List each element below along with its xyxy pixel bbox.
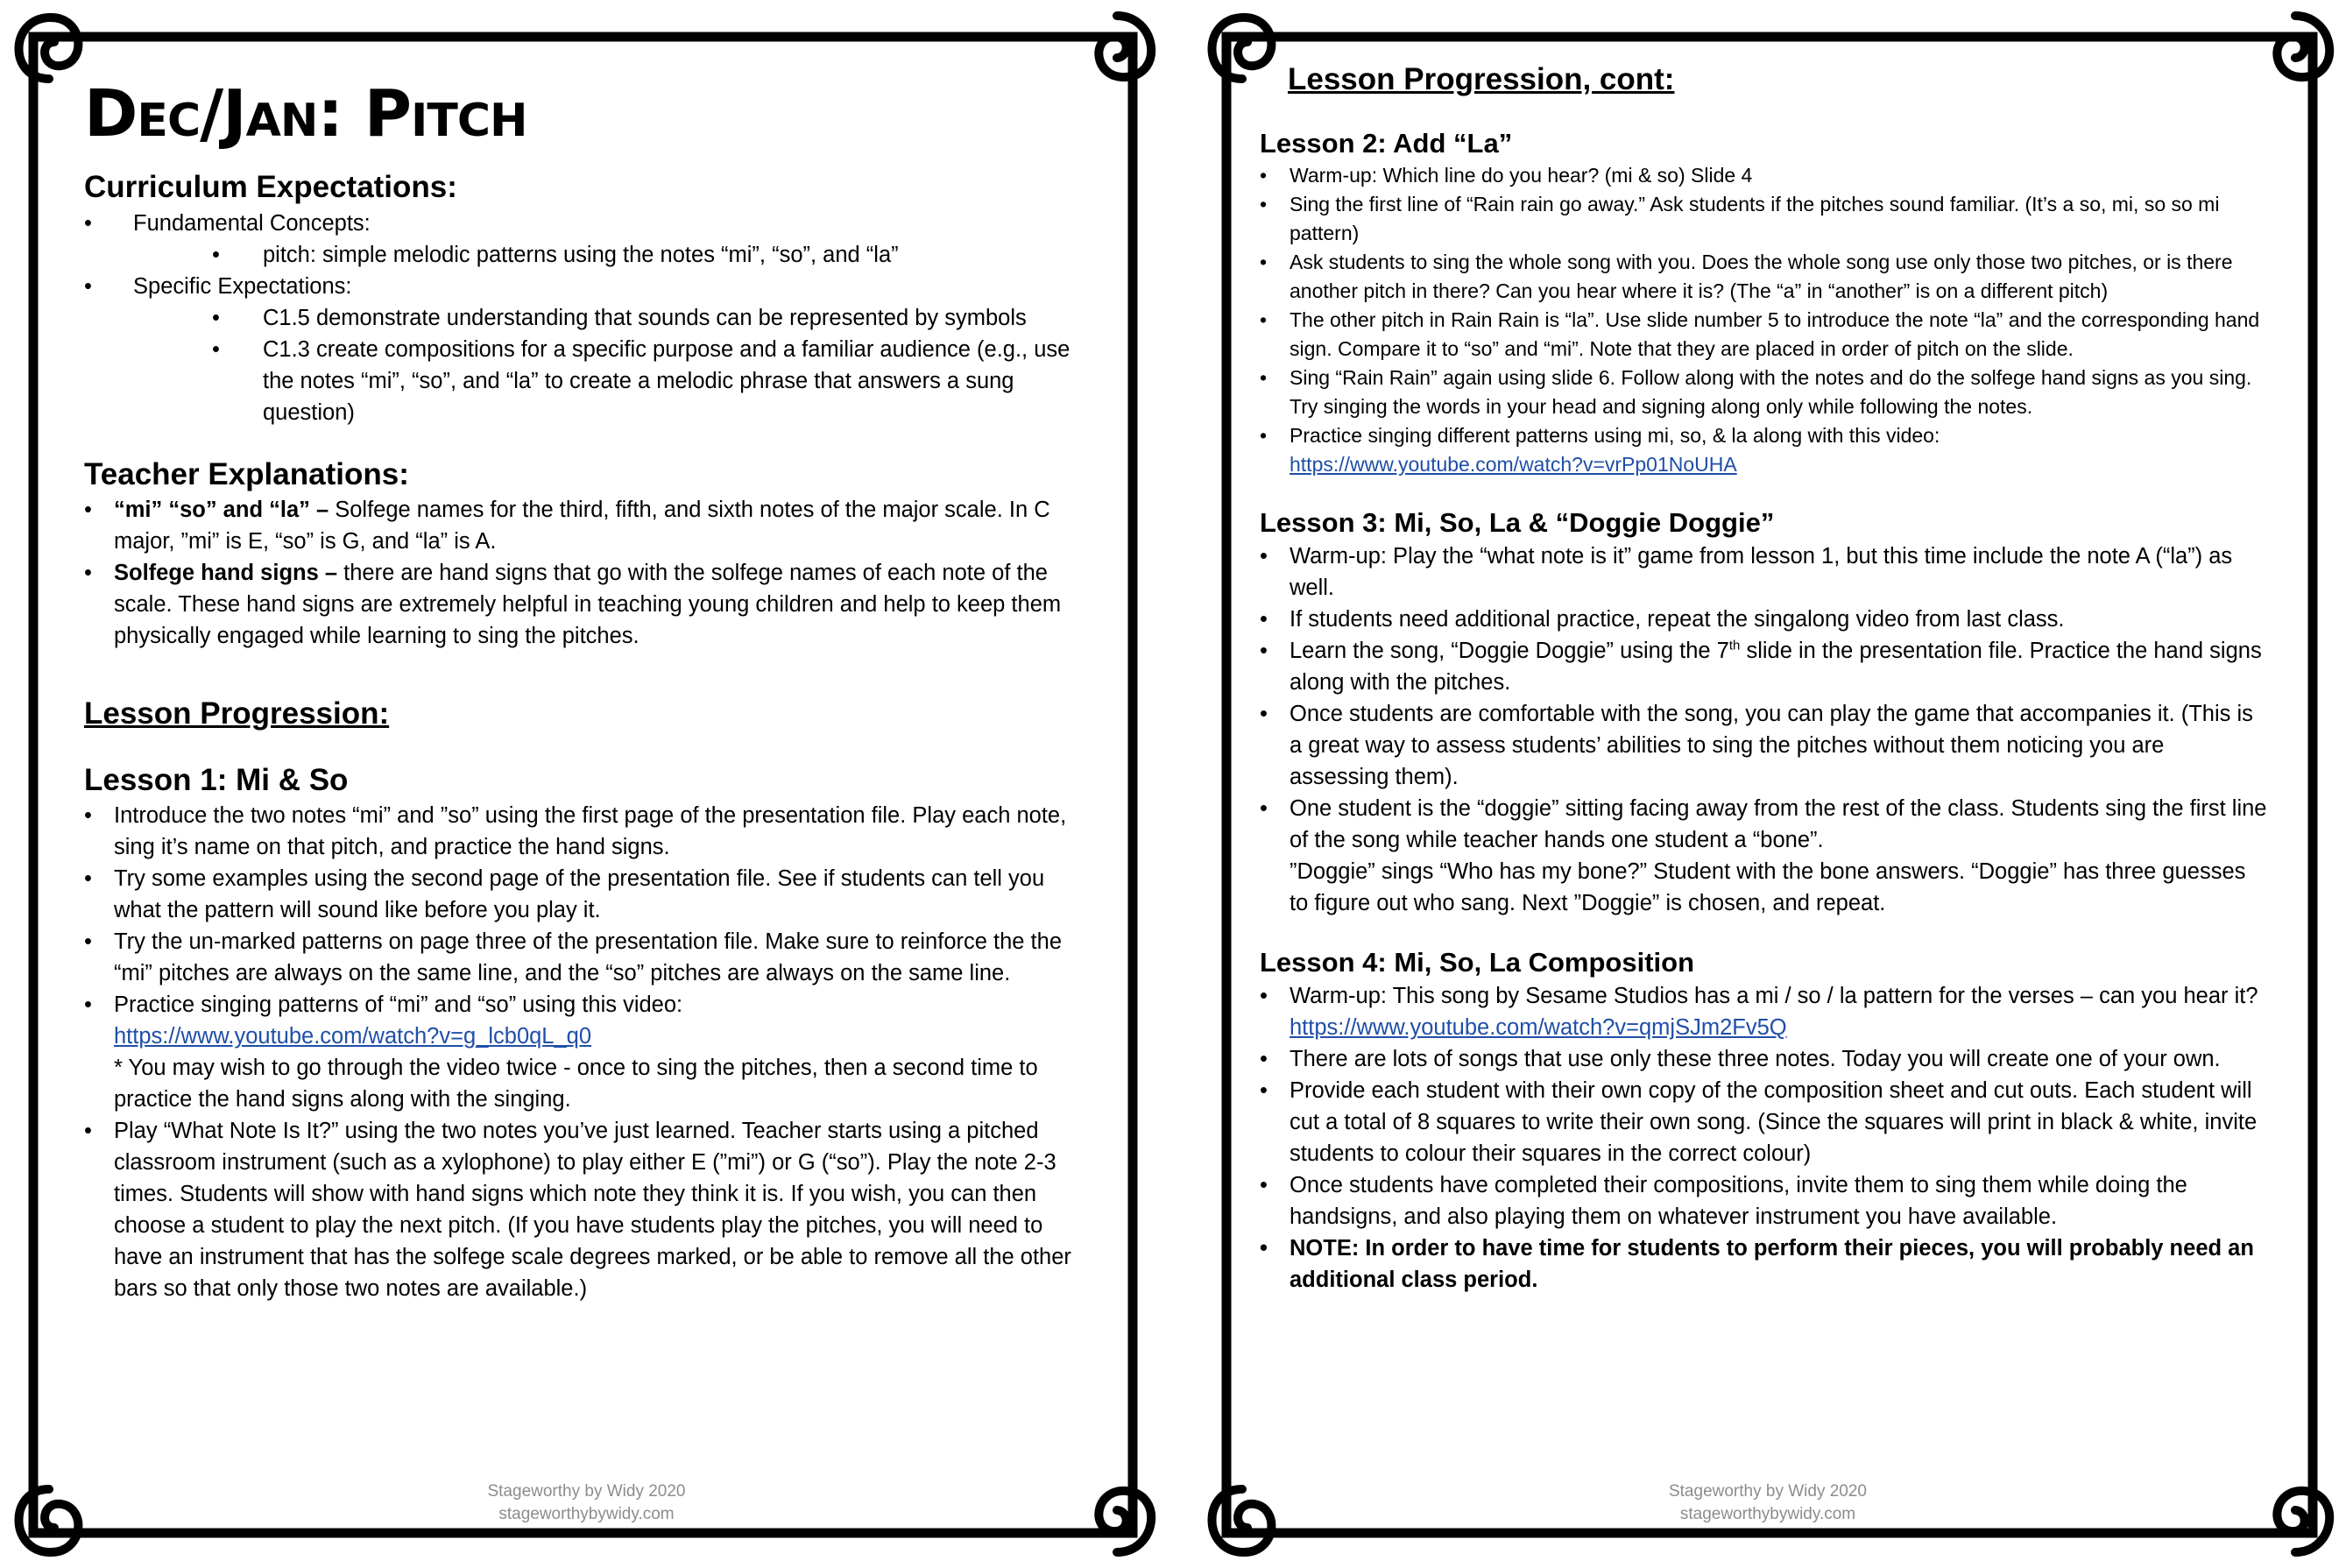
- list-item: • Practice singing patterns of “mi” and “so” using this video: https://www.youtube.com/watch?v=g_lcb0qL_q0 * You may wish to go through the video twice - once to sing the pitches, then a second time to practice the hand signs along with the singing.: [84, 989, 1092, 1115]
- list-item: • Warm-up: Play the “what note is it” game from lesson 1, but this time include the note A (“la”) as well.: [1260, 540, 2267, 604]
- right-content: [1260, 60, 2267, 1296]
- lesson-progression-cont-heading: Lesson Progression, cont:: [1288, 62, 1675, 96]
- footer-credit: Stageworthy by Widy 2020: [1668, 1482, 1867, 1501]
- fundamental-label: Fundamental Concepts:: [133, 210, 371, 236]
- lesson-1-heading: Lesson 1: Mi & So: [84, 762, 349, 797]
- lesson-1-list: [84, 800, 1092, 1304]
- list-item: • Once students have completed their compositions, invite them to sing them while doing the handsigns, and also playing them on whatever instrument you have available.: [1260, 1169, 2267, 1233]
- list-item: • One student is the “doggie” sitting facing away from the rest of the class. Students sing the first line of the song while teacher hands one student a “bone”. ”Doggie” sings “Who has my bone?” Student with the bone answers. “Doggie” has three guesses to figure out who sang. Next ”Doggie” is chosen, and repeat.: [1260, 793, 2267, 919]
- list-item: • Ask students to sing the whole song with you. Does the whole song use only those two pitches, or is there another pitch in there? Can you hear where it is? (The “a” in “another” is on a different pitch): [1260, 248, 2267, 306]
- list-item: • Learn the song, “Doggie Doggie” using the 7th slide in the presentation file. Practice the hand signs along with the pitches.: [1260, 635, 2267, 698]
- lesson-4-list: [1260, 980, 2267, 1296]
- list-item: • C1.5 demonstrate understanding that sounds can be represented by symbols: [212, 302, 1092, 334]
- left-content: [84, 76, 1092, 1304]
- list-item: • Play “What Note Is It?” using the two notes you’ve just learned. Teacher starts using a pitched classroom instrument (such as a xylophone) to play either E (”mi”) or G (“so”). Play the note 2-3 times. Students will show with hand signs which note they think it is. If you wish, you can then choose a student to play the next pitch. (If you have students play the pitches, you will need to have an instrument that has the solfege scale degrees marked, or be able to remove all the other bars so that only those two notes are available.): [84, 1115, 1092, 1304]
- list-item: • Try some examples using the second page of the presentation file. See if students can tell you what the pattern will sound like before you play it.: [84, 863, 1092, 926]
- list-item: • There are lots of songs that use only these three notes. Today you will create one of your own.: [1260, 1043, 2267, 1075]
- footer-credit: Stageworthy by Widy 2020: [487, 1482, 686, 1501]
- lesson-3-section: [1260, 505, 2267, 919]
- video-link-3[interactable]: https://www.youtube.com/watch?v=qmjSJm2Fv5Q: [1290, 1015, 1787, 1041]
- footer: [1190, 1480, 2346, 1526]
- footer-website: stageworthybywidy.com: [1679, 1505, 1856, 1523]
- list-item: • Practice singing different patterns using mi, so, & la along with this video: https://www.youtube.com/watch?v=vrPp01NoUHA: [1260, 421, 2267, 479]
- list-item: • NOTE: In order to have time for students to perform their pieces, you will probably need an additional class period.: [1260, 1233, 2267, 1296]
- lesson-2-heading: Lesson 2: Add “La”: [1260, 127, 1513, 159]
- footer: [0, 1480, 1173, 1526]
- list-item: • “mi” “so” and “la” – Solfege names for the third, fifth, and sixth notes of the major scale. In C major, ”mi” is E, “so” is G, and “la” is A.: [84, 494, 1092, 557]
- list-item: • Sing the first line of “Rain rain go away.” Ask students if the pitches sound familiar. (It’s a so, mi, so so mi pattern): [1260, 190, 2267, 248]
- page-right: [1190, 0, 2346, 1568]
- curriculum-list: [84, 208, 1092, 428]
- lesson-3-list: [1260, 540, 2267, 919]
- lesson-4-section: [1260, 945, 2267, 1296]
- list-item: • Provide each student with their own copy of the composition sheet and cut outs. Each student will cut a total of 8 squares to write their own song. (Since the squares will print in black & white, invite students to colour their squares in the correct colour): [1260, 1075, 2267, 1169]
- curriculum-heading: Curriculum Expectations:: [84, 170, 457, 205]
- list-item: • Warm-up: Which line do you hear? (mi & so) Slide 4: [1260, 161, 2267, 190]
- page-title: Dec/Jan: Pitch: [84, 76, 527, 152]
- teacher-list: [84, 494, 1092, 652]
- list-item: • Introduce the two notes “mi” and ”so” using the first page of the presentation file. Play each note, sing it’s name on that pitch, and practice the hand signs.: [84, 800, 1092, 863]
- list-item: • If students need additional practice, repeat the singalong video from last class.: [1260, 604, 2267, 635]
- video-link-1[interactable]: https://www.youtube.com/watch?v=g_lcb0qL_q0: [114, 1024, 592, 1049]
- footer-website: stageworthybywidy.com: [498, 1505, 675, 1523]
- list-item: • The other pitch in Rain Rain is “la”. Use slide number 5 to introduce the note “la” and the corresponding hand sign. Compare it to “so” and “mi”. Note that they are placed in order of pitch on the slide.: [1260, 306, 2267, 364]
- video-link-2[interactable]: https://www.youtube.com/watch?v=vrPp01NoUHA: [1290, 452, 1737, 476]
- list-item: [84, 208, 1092, 271]
- lesson-progression-heading: Lesson Progression:: [84, 696, 390, 731]
- list-item: • pitch: simple melodic patterns using the notes “mi”, “so”, and “la”: [212, 239, 1092, 271]
- video-note: * You may wish to go through the video twice - once to sing the pitches, then a second time to practice the hand signs along with the singing.: [114, 1056, 1038, 1112]
- lesson-2-list: [1260, 161, 2267, 479]
- lesson-4-heading: Lesson 4: Mi, So, La Composition: [1260, 947, 1695, 978]
- teacher-section: [84, 455, 1092, 653]
- lesson-2-section: [1260, 126, 2267, 479]
- list-item: • Try the un-marked patterns on page three of the presentation file. Make sure to reinforce the the “mi” pitches are always on the same line, and the “so” pitches are always on the same line.: [84, 926, 1092, 989]
- specific-label: Specific Expectations:: [133, 273, 352, 299]
- lesson-3-heading: Lesson 3: Mi, So, La & “Doggie Doggie”: [1260, 506, 1775, 538]
- curriculum-section: [84, 167, 1092, 428]
- list-item: • Sing “Rain Rain” again using slide 6. Follow along with the notes and do the solfege hand signs as you sing. Try singing the words in your head and signing along only while following the notes.: [1260, 364, 2267, 421]
- list-item: • C1.3 create compositions for a specific purpose and a familiar audience (e.g., use the notes “mi”, “so”, and “la” to create a melodic phrase that answers a sung question): [212, 334, 1092, 428]
- lesson-1-section: [84, 760, 1092, 1305]
- list-item: • Warm-up: This song by Sesame Studios has a mi / so / la pattern for the verses – can you hear it? https://www.youtube.com/watch?v=qmjSJm2Fv5Q: [1260, 980, 2267, 1043]
- list-item: • Solfege hand signs – there are hand signs that go with the solfege names of each note of the scale. These hand signs are extremely helpful in teaching young children and help to keep them physically engaged while learning to sing the pitches.: [84, 557, 1092, 652]
- list-item: [84, 271, 1092, 428]
- teacher-heading: Teacher Explanations:: [84, 456, 409, 491]
- list-item: • Once students are comfortable with the song, you can play the game that accompanies it. (This is a great way to assess students’ abilities to sing the pitches without them noticing you are assessing them).: [1260, 698, 2267, 793]
